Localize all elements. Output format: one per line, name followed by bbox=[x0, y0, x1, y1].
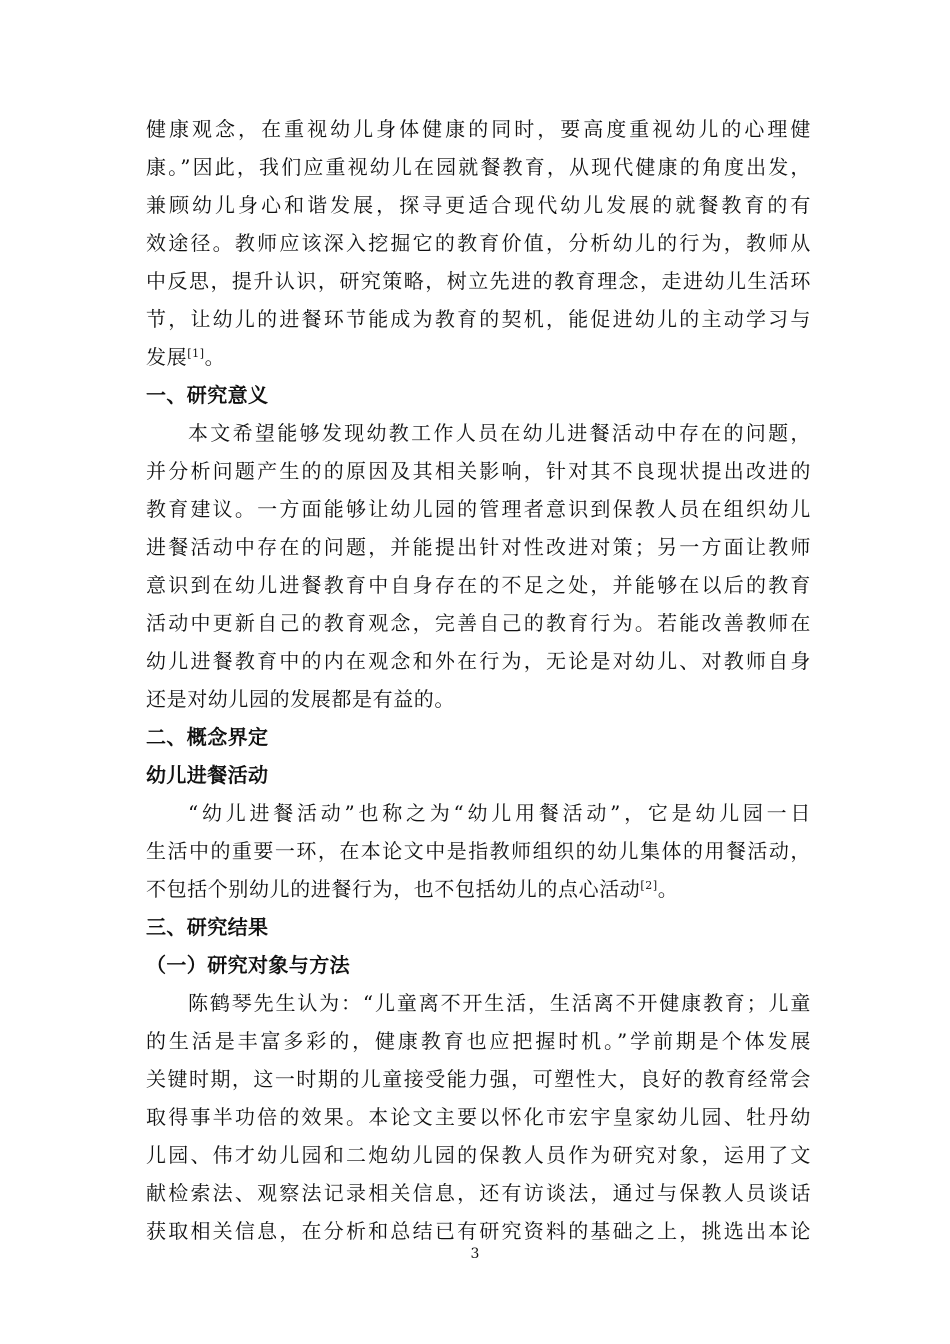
paragraph-line: 本文希望能够发现幼教工作人员在幼儿进餐活动中存在的问题， bbox=[188, 421, 811, 445]
paragraph-text: 不包括个别幼儿的进餐行为，也不包括幼儿的点心活动 bbox=[146, 877, 641, 901]
paragraph-line: 儿园、伟才幼儿园和二炮幼儿园的保教人员作为研究对象，运用了文 bbox=[146, 1143, 811, 1167]
paragraph-line: 的生活是丰富多彩的，健康教育也应把握时机。”学前期是个体发展 bbox=[146, 1029, 811, 1053]
paragraph-line: 获取相关信息，在分析和总结已有研究资料的基础之上，挑选出本论 bbox=[146, 1219, 811, 1243]
page-number: 3 bbox=[470, 1246, 480, 1262]
subsection-heading: （一）研究对象与方法 bbox=[146, 953, 350, 977]
section-heading: 二、概念界定 bbox=[146, 725, 269, 749]
paragraph-line: 取得事半功倍的效果。本论文主要以怀化市宏宇皇家幼儿园、牡丹幼 bbox=[146, 1105, 811, 1129]
paragraph-line-last bbox=[146, 870, 811, 908]
paragraph-text: 发展 bbox=[146, 345, 188, 369]
paragraph-line: “幼儿进餐活动”也称之为“幼儿用餐活动”，它是幼儿园一日 bbox=[188, 801, 811, 825]
paragraph-line: 教育建议。一方面能够让幼儿园的管理者意识到保教人员在组织幼儿 bbox=[146, 497, 811, 521]
page-body bbox=[146, 110, 811, 1250]
paragraph-text: 。 bbox=[657, 877, 679, 901]
paragraph-line: 节，让幼儿的进餐环节能成为教育的契机，能促进幼儿的主动学习与 bbox=[146, 307, 811, 331]
paragraph-line: 兼顾幼儿身心和谐发展，探寻更适合现代幼儿发展的就餐教育的有 bbox=[146, 193, 811, 217]
paragraph-line: 进餐活动中存在的问题，并能提出针对性改进对策；另一方面让教师 bbox=[146, 535, 811, 559]
paragraph-line: 意识到在幼儿进餐教育中自身存在的不足之处，并能够在以后的教育 bbox=[146, 573, 811, 597]
paragraph-line-last bbox=[146, 338, 811, 376]
section-heading: 三、研究结果 bbox=[146, 915, 269, 939]
citation-ref: [2] bbox=[640, 879, 658, 892]
paragraph-line: 活动中更新自己的教育观念，完善自己的教育行为。若能改善教师在 bbox=[146, 611, 811, 635]
paragraph-line: 幼儿进餐教育中的内在观念和外在行为，无论是对幼儿、对教师自身 bbox=[146, 649, 811, 673]
paragraph-line: 并分析问题产生的的原因及其相关影响，针对其不良现状提出改进的 bbox=[146, 459, 811, 483]
paragraph-line: 中反思，提升认识，研究策略，树立先进的教育理念，走进幼儿生活环 bbox=[146, 269, 811, 293]
paragraph-line: 生活中的重要一环，在本论文中是指教师组织的幼儿集体的用餐活动， bbox=[146, 839, 811, 863]
paragraph-line: 效途径。教师应该深入挖掘它的教育价值，分析幼儿的行为，教师从 bbox=[146, 231, 811, 255]
subsection-heading: 幼儿进餐活动 bbox=[146, 763, 269, 787]
citation-ref: [1] bbox=[187, 347, 205, 360]
paragraph-text: 。 bbox=[204, 345, 226, 369]
paragraph-line: 康。”因此，我们应重视幼儿在园就餐教育，从现代健康的角度出发， bbox=[146, 155, 811, 179]
paragraph-line: 陈鹤琴先生认为：“儿童离不开生活，生活离不开健康教育；儿童 bbox=[188, 991, 811, 1015]
paragraph-line: 健康观念，在重视幼儿身体健康的同时，要高度重视幼儿的心理健 bbox=[146, 117, 811, 141]
paragraph-line: 献检索法、观察法记录相关信息，还有访谈法，通过与保教人员谈话 bbox=[146, 1181, 811, 1205]
section-heading: 一、研究意义 bbox=[146, 383, 269, 407]
paragraph-line-last: 还是对幼儿园的发展都是有益的。 bbox=[146, 687, 455, 711]
paragraph-line: 关键时期，这一时期的儿童接受能力强，可塑性大，良好的教育经常会 bbox=[146, 1067, 811, 1091]
